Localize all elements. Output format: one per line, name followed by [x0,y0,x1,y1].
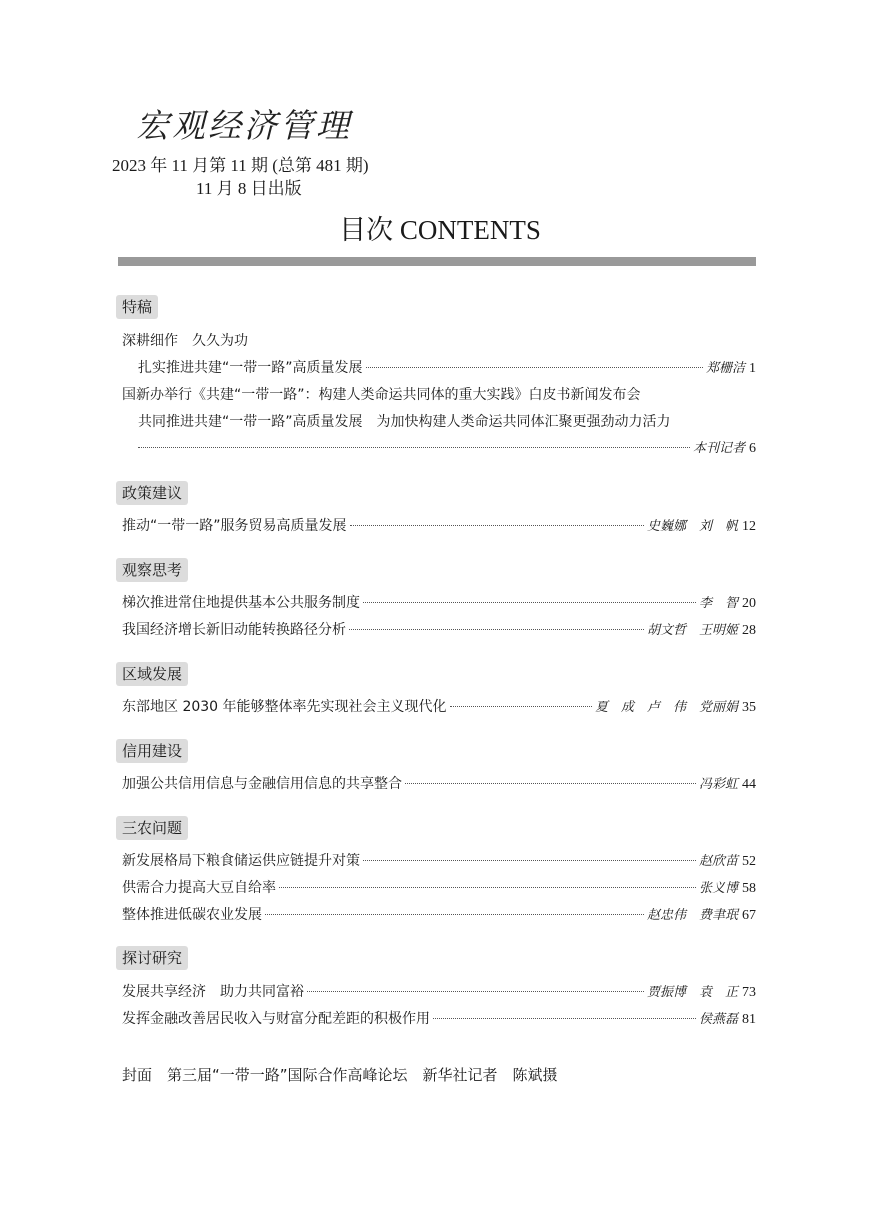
entry-page: 12 [742,519,756,534]
entry-title: 共同推进共建“一带一路”高质量发展 为加快构建人类命运共同体汇聚更强劲动力活力 [138,414,671,430]
toc-entry[interactable] [122,983,756,1002]
leader-dots [350,525,644,526]
section-label-credit: 信用建设 [116,739,188,763]
toc-entry[interactable] [138,413,756,431]
entry-author: 胡文哲 王明姬 [646,623,738,638]
entry-title: 扎实推进共建“一带一路”高质量发展 [138,360,363,376]
entry-author: 贾振博 袁 正 [646,985,738,1000]
journal-logo: 宏观经济管理 [136,106,352,145]
entry-author: 张义博 [698,881,738,896]
section-label-special: 特稿 [116,295,158,319]
entry-title: 梯次推进常住地提供基本公共服务制度 [122,595,360,611]
entry-author: 侯燕磊 [698,1012,738,1027]
entry-page: 67 [742,908,756,923]
entry-author: 李 智 [698,596,738,611]
toc-entry[interactable] [122,386,756,404]
toc-entry[interactable] [138,440,756,458]
toc-entry[interactable] [122,852,756,871]
cover-caption: 封面 第三届“一带一路”国际合作高峰论坛 新华社记者 陈斌摄 [122,1066,558,1084]
section-label-observation: 观察思考 [116,558,188,582]
toc-entry[interactable] [122,775,756,794]
entry-page: 20 [742,596,756,611]
toc-title: 目次 CONTENTS [339,215,541,245]
toc-entry[interactable] [122,906,756,925]
entry-author: 史巍娜 刘 帆 [646,519,738,534]
entry-page: 73 [742,985,756,1000]
entry-title: 我国经济增长新旧动能转换路径分析 [122,622,346,638]
leader-dots [405,783,696,784]
entry-page: 6 [749,441,756,456]
section-label-regional: 区域发展 [116,662,188,686]
section-label-research: 探讨研究 [116,946,188,970]
leader-dots [363,860,696,861]
entry-page: 1 [749,361,756,376]
leader-dots [138,447,690,448]
leader-dots [307,991,644,992]
toc-entry[interactable] [122,1010,756,1029]
leader-dots [433,1018,696,1019]
entry-title: 推动“一带一路”服务贸易高质量发展 [122,518,347,534]
entry-page: 44 [742,777,756,792]
leader-dots [363,602,696,603]
toc-entry[interactable] [122,332,756,350]
toc-entry[interactable] [122,621,756,640]
leader-dots [279,887,696,888]
section-label-agriculture: 三农问题 [116,816,188,840]
entry-title: 东部地区 2030 年能够整体率先实现社会主义现代化 [122,699,447,715]
toc-entry[interactable] [122,594,756,613]
toc-entry[interactable] [138,359,756,378]
title-divider [118,257,756,266]
section-label-policy: 政策建议 [116,481,188,505]
entry-page: 81 [742,1012,756,1027]
toc-entry[interactable] [122,698,756,717]
entry-page: 52 [742,854,756,869]
entry-author: 赵忠伟 费聿珉 [646,908,738,923]
entry-title: 新发展格局下粮食储运供应链提升对策 [122,853,360,869]
entry-author: 赵欣苗 [698,854,738,869]
entry-author: 郑栅洁 [705,361,745,376]
entry-author: 冯彩虹 [698,777,738,792]
entry-author: 本刊记者 [692,441,745,456]
leader-dots [450,706,592,707]
entry-title: 供需合力提高大豆自给率 [122,880,276,896]
issue-line: 2023 年 11 月第 11 期 (总第 481 期) [112,156,369,175]
entry-title: 整体推进低碳农业发展 [122,907,262,923]
entry-page: 58 [742,881,756,896]
entry-title: 深耕细作 久久为功 [122,333,248,349]
entry-title: 发展共享经济 助力共同富裕 [122,984,304,1000]
entry-title: 加强公共信用信息与金融信用信息的共享整合 [122,776,402,792]
entry-author: 夏 成 卢 伟 党丽娟 [594,700,738,715]
entry-page: 28 [742,623,756,638]
entry-title: 发挥金融改善居民收入与财富分配差距的积极作用 [122,1011,430,1027]
leader-dots [349,629,644,630]
entry-title: 国新办举行《共建“一带一路”：构建人类命运共同体的重大实践》白皮书新闻发布会 [122,387,641,403]
leader-dots [366,367,703,368]
entry-page: 35 [742,700,756,715]
toc-entry[interactable] [122,879,756,898]
publication-date: 11 月 8 日出版 [196,179,302,198]
leader-dots [265,914,644,915]
toc-entry[interactable] [122,517,756,536]
